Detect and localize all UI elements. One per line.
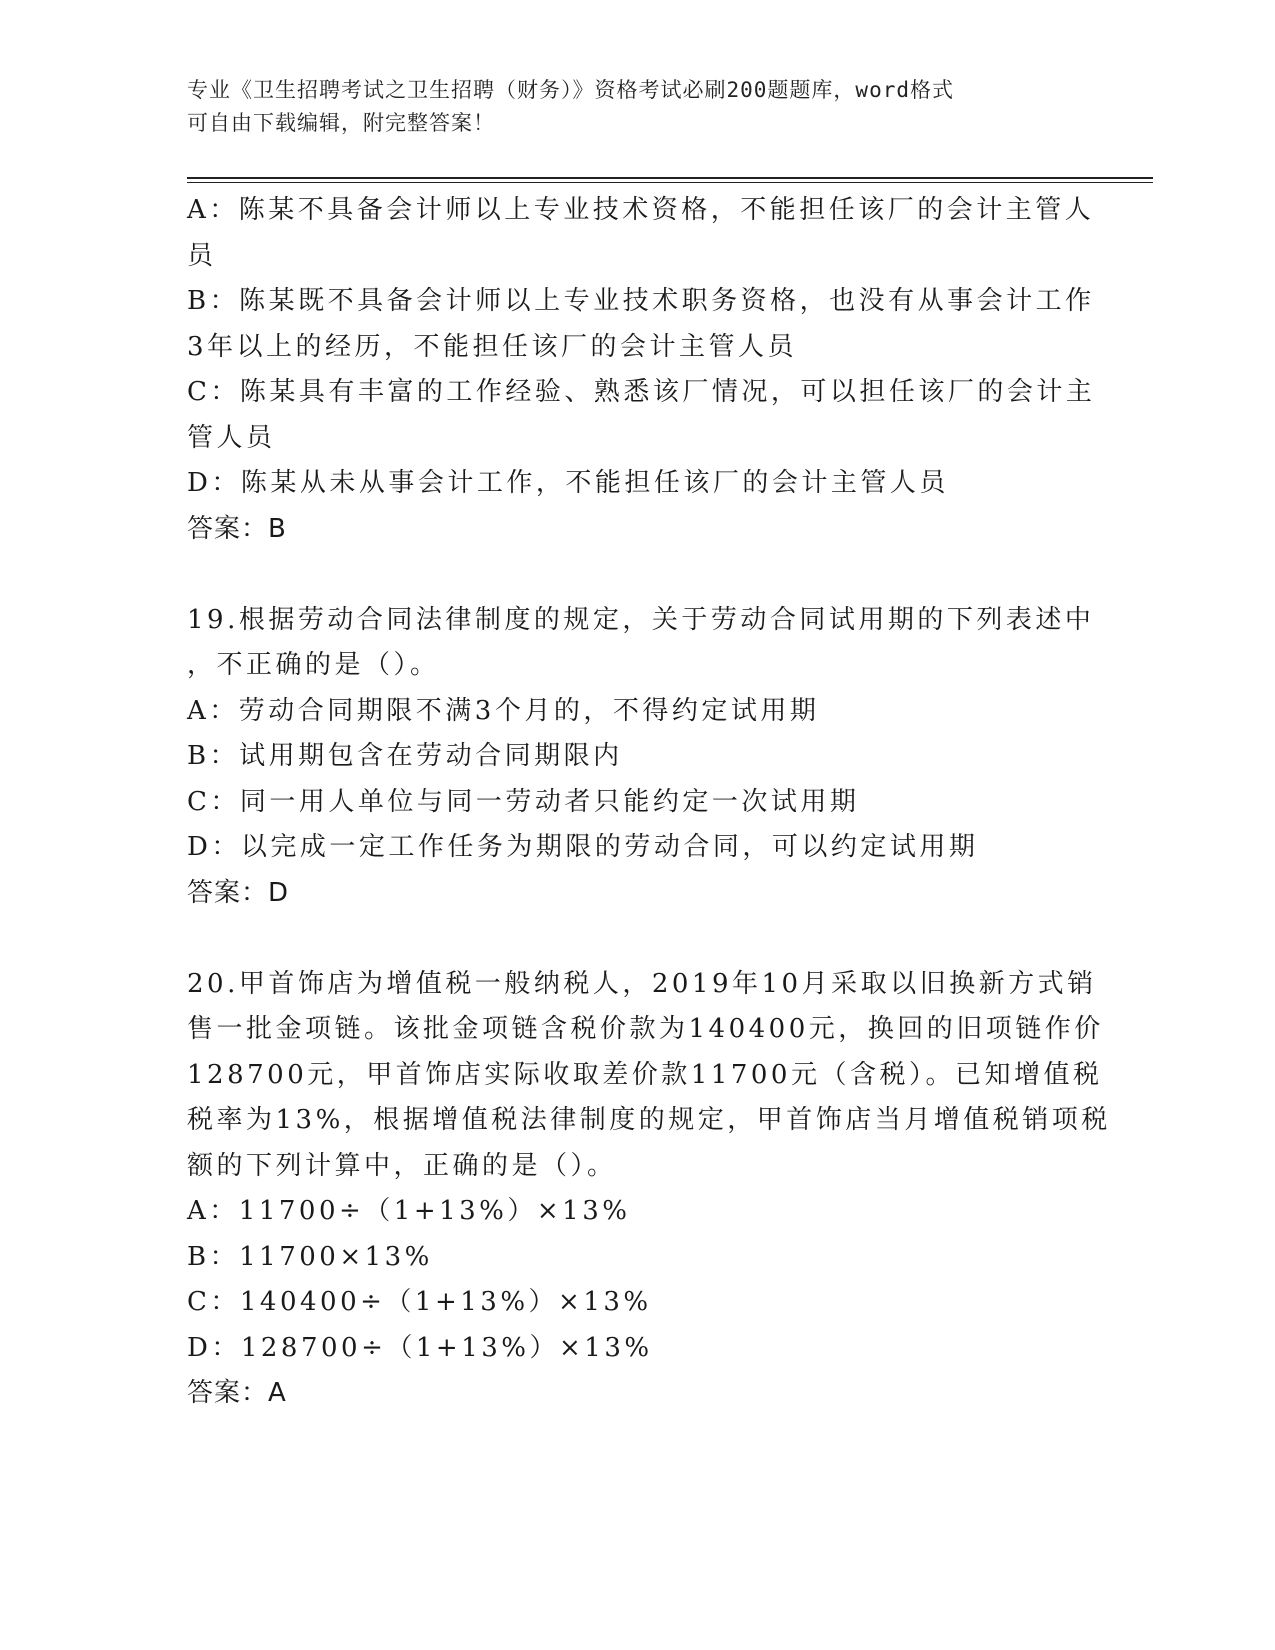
option-a-line-2: 员 — [187, 240, 217, 271]
document-header — [187, 74, 1067, 140]
question-18-options — [187, 188, 1096, 552]
question-19-stem-line-2: ，不正确的是（）。 — [187, 650, 440, 680]
question-19 — [187, 598, 1095, 917]
option-d: D：以完成一定工作任务为期限的劳动合同，可以约定试用期 — [187, 832, 979, 862]
option-d: D：陈某从未从事会计工作，不能担任该厂的会计主管人员 — [187, 468, 949, 498]
option-c: C：140400÷（1+13%）×13% — [187, 1287, 652, 1317]
option-d: D：128700÷（1+13%）×13% — [187, 1332, 653, 1363]
answer-18: 答案：B — [187, 513, 287, 544]
header-title-line-2: 可自由下载编辑，附完整答案！ — [187, 111, 495, 135]
header-title-line-1: 专业《卫生招聘考试之卫生招聘（财务）》资格考试必刷200题题库，word格式 — [187, 78, 954, 102]
spacer — [187, 916, 1067, 962]
answer-20: 答案：A — [187, 1378, 287, 1408]
question-20-stem-line-2: 售一批金项链。该批金项链含税价款为140400元，换回的旧项链作价 — [187, 1014, 1104, 1044]
answer-19: 答案：D — [187, 877, 290, 908]
question-19-stem-line-1: 19.根据劳动合同法律制度的规定，关于劳动合同试用期的下列表述中 — [187, 604, 1095, 635]
option-a: A：11700÷（1+13%）×13% — [187, 1196, 631, 1226]
option-b-line-1: B：陈某既不具备会计师以上专业技术职务资格，也没有从事会计工作 — [187, 286, 1095, 316]
question-20-stem-line-3: 128700元，甲首饰店实际收取差价款11700元（含税）。已知增值税 — [187, 1059, 1103, 1090]
option-b: B：11700×13% — [187, 1241, 433, 1272]
option-c: C：同一用人单位与同一劳动者只能约定一次试用期 — [187, 786, 860, 817]
document-body — [187, 188, 1111, 1417]
option-c-line-2: 管人员 — [187, 422, 276, 453]
option-b-line-2: 3年以上的经历，不能担任该厂的会计主管人员 — [187, 331, 798, 362]
question-20 — [187, 962, 1111, 1417]
question-20-stem-line-5: 额的下列计算中，正确的是（）。 — [187, 1150, 617, 1181]
header-divider-thin — [187, 182, 1153, 183]
question-20-stem-line-4: 税率为13%，根据增值税法律制度的规定，甲首饰店当月增值税销项税 — [187, 1105, 1111, 1135]
header-divider-thick — [187, 177, 1153, 179]
option-b: B：试用期包含在劳动合同期限内 — [187, 741, 623, 771]
spacer — [187, 552, 1067, 598]
option-c-line-1: C：陈某具有丰富的工作经验、熟悉该厂情况，可以担任该厂的会计主 — [187, 377, 1096, 407]
option-a: A：劳动合同期限不满3个月的，不得约定试用期 — [187, 695, 820, 726]
option-a-line-1: A：陈某不具备会计师以上专业技术资格，不能担任该厂的会计主管人 — [187, 195, 1095, 225]
question-20-stem-line-1: 20.甲首饰店为增值税一般纳税人，2019年10月采取以旧换新方式销 — [187, 968, 1097, 999]
